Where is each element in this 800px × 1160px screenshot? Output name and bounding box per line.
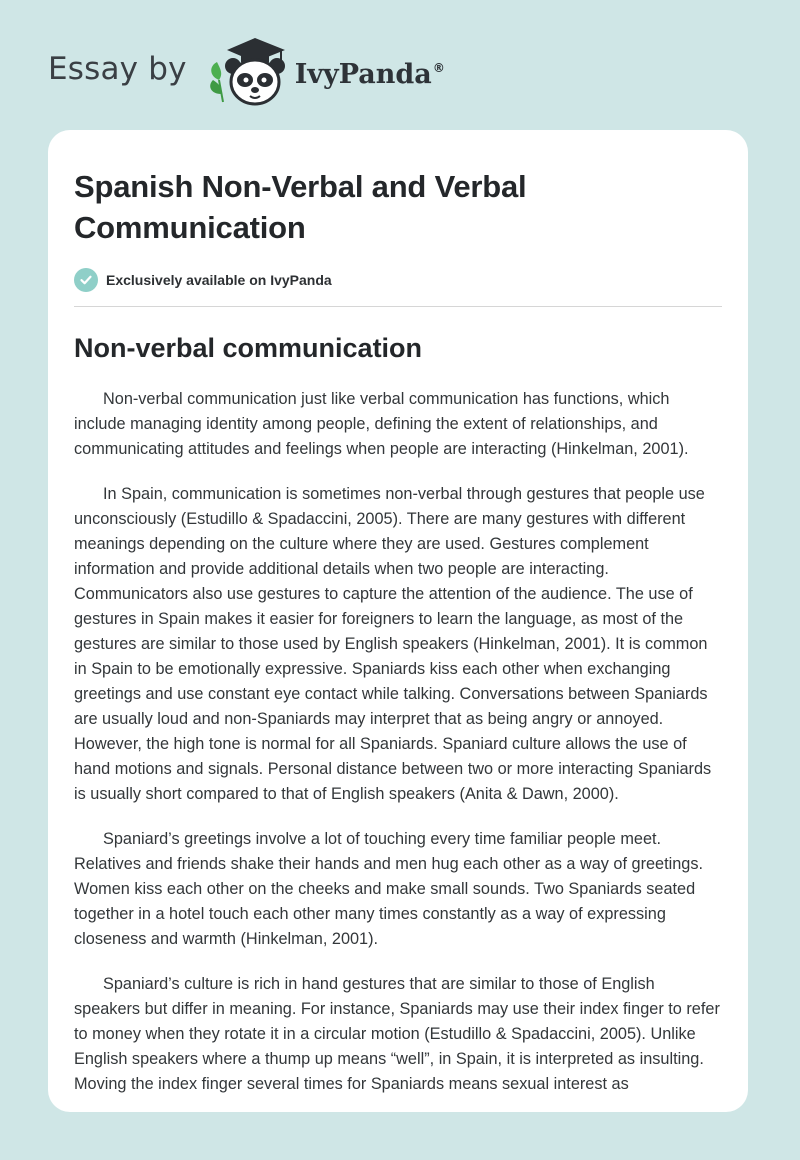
- paragraph: Non-verbal communication just like verbal communication has functions, which include managing identity among people, defining the extent of relationships, and communicating attitudes and feelings when people are interacting (Hinkelman, 2001).: [74, 390, 689, 458]
- paragraph: In Spain, communication is sometimes non-verbal through gestures that people use unconsciously (Estudillo & Spadaccini, 2005). There are many gestures with different meanings depending on the culture where they are used. Gestures complement information and provide additional details when two people are interacting. Communicators also use gestures to capture the attention of the audience. The use of gestures in Spain makes it easier for foreigners to learn the language, as most of the gestures are similar to those used by English speakers (Hinkelman, 2001). It is common in Spain to be emotionally expressive. Spaniards kiss each other when exchanging greetings and use constant eye contact while talking. Conversations between Spaniards are usually loud and non-Spaniards may interpret that as being angry or annoyed. However, the high tone is normal for all Spaniards. Spaniard culture allows the use of hand motions and signals. Personal distance between two or more interacting Spaniards is usually short compared to that of English speakers (Anita & Dawn, 2000).: [74, 485, 712, 803]
- paragraph: Spaniard’s culture is rich in hand gestures that are similar to those of English speakers but differ in meaning. For instance, Spaniards may use their index finger to refer to money when they rotate it in a circular motion (Estudillo & Spadaccini, 2005). Unlike English speakers where a thump up means “well”, in Spain, it is interpreted as insulting. Moving the index finger several times for Spaniards means sexual interest as: [74, 975, 720, 1093]
- check-circle-icon: [74, 268, 98, 292]
- registered-mark: ®: [432, 60, 445, 75]
- essay-body: [74, 387, 722, 1097]
- exclusive-badge: [74, 268, 722, 292]
- section-heading: Non-verbal communication: [74, 333, 423, 363]
- divider: [74, 306, 722, 307]
- brand-name-text: IvyPanda: [294, 58, 432, 90]
- essay-card: [48, 130, 748, 1112]
- essay-title: Spanish Non-Verbal and Verbal Communication: [74, 169, 527, 245]
- exclusive-label: Exclusively available on IvyPanda: [106, 272, 332, 288]
- brand-header: [48, 36, 444, 108]
- panda-graduate-icon: [205, 36, 291, 108]
- leaf-icon: [210, 62, 223, 102]
- brand-name: [295, 59, 444, 90]
- essay-by-label: Essay by: [48, 51, 187, 87]
- ivypanda-logo-link[interactable]: [205, 36, 444, 108]
- paragraph: Spaniard’s greetings involve a lot of touching every time familiar people meet. Relatives and friends shake their hands and men hug each other as a way of greetings. Women kiss each other on the cheeks and make small sounds. Two Spaniards seated together in a hotel touch each other many times constantly as a way of expressing closeness and warmth (Hinkelman, 2001).: [74, 830, 704, 948]
